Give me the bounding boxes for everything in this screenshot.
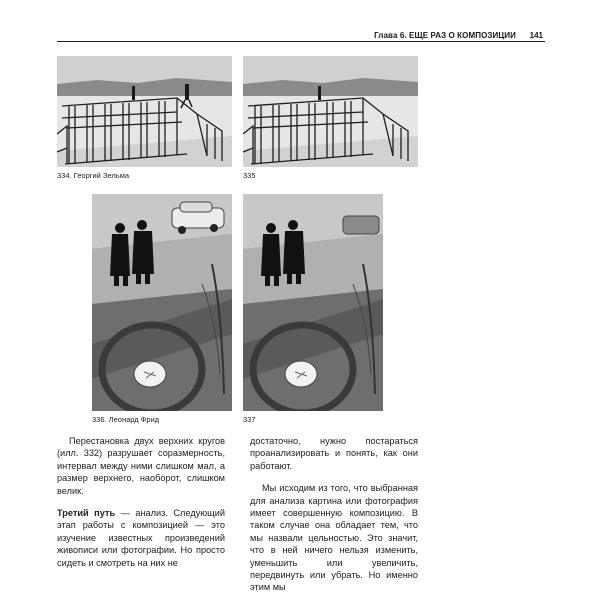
paragraph-continuation: достаточно, нужно постараться проанализировать и понять, как они работают.	[250, 436, 418, 471]
paragraph-composition-swap: Перестановка двух верхних кругов (илл. 332) разрушает соразмерность, интервал между ними слишком мал, а размер верхнего, наоборот, слишком велик.	[57, 436, 225, 496]
caption-334: 334. Георгий Зельма	[57, 171, 130, 180]
photo-337-walkers-road-modified	[243, 194, 383, 411]
photo-336-walkers-road	[92, 194, 232, 411]
page-number: 141	[529, 31, 543, 40]
term-third-way: Третий путь	[57, 508, 116, 519]
paragraph-third-way-text: — анализ. Следующий этап работы с композицией — это изучение известных произведений живописи или фотографии. Но просто сидеть и смотреть на них не	[57, 508, 225, 568]
photo-335-cemetery-fence-cropped	[243, 56, 418, 167]
caption-335: 335	[243, 171, 256, 180]
caption-337: 337	[243, 415, 256, 424]
text-column-right	[250, 435, 418, 604]
running-head: Глава 6. ЕЩЕ РАЗ О КОМПОЗИЦИИ	[374, 31, 516, 40]
caption-336: 336. Леонард Фрид	[92, 415, 160, 424]
header-rule	[57, 41, 545, 42]
paragraph-third-way	[57, 507, 225, 569]
text-column-left	[57, 435, 225, 579]
paragraph-analysis: Мы исходим из того, что выбранная для анализа картина или фотография имеет совершенную композицию. В таком случае она обладает тем, что мы назвали цельностью. Это значит, что в ней ничего нельзя изменить, уменьшить или увеличить, передвинуть или убрать. Но именно этим мы	[250, 483, 418, 593]
photo-334-cemetery-fence	[57, 56, 232, 167]
